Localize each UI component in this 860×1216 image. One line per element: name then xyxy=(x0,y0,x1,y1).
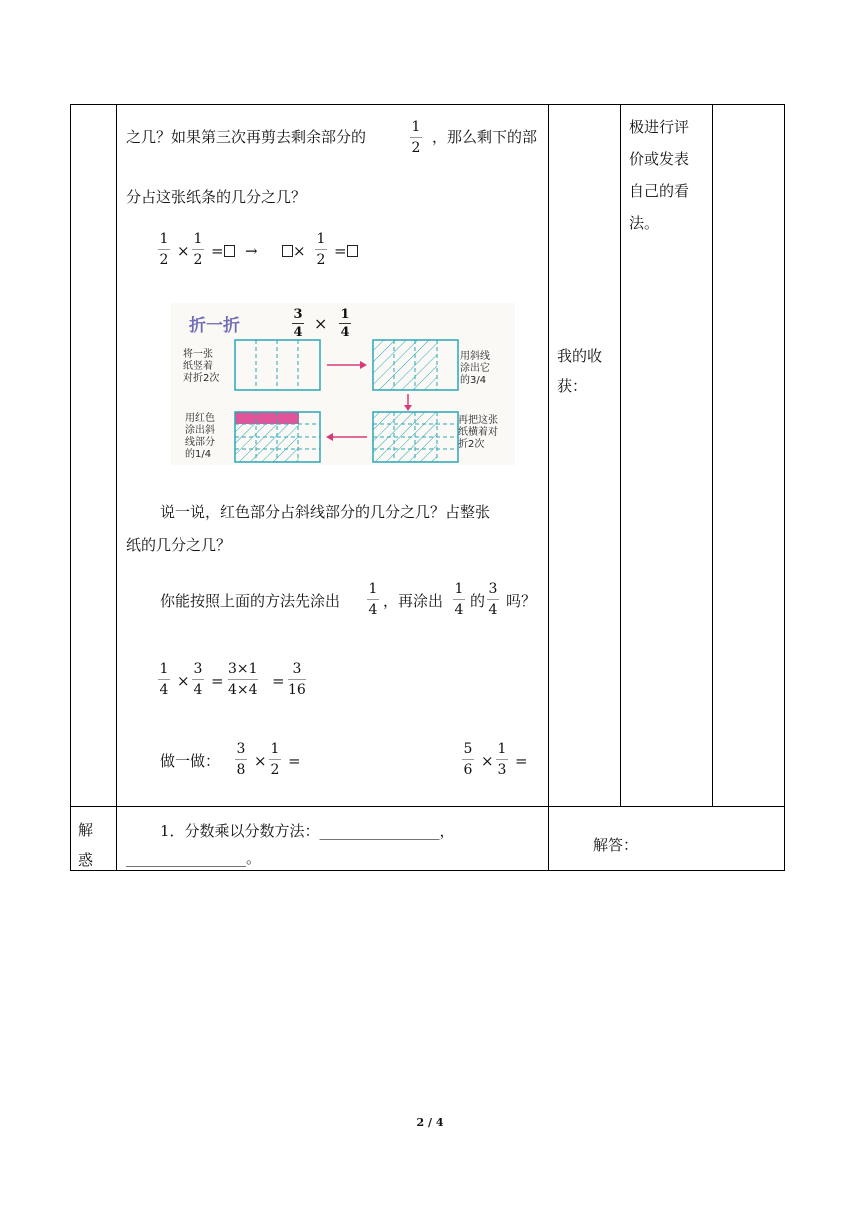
eval-line-1: 极进行评 xyxy=(629,118,690,136)
say-line-1: 说一说，红色部分占斜线部分的几分之几？占整张 xyxy=(160,503,491,521)
can-you-a: 你能按照上面的方法先涂出 xyxy=(160,592,341,610)
fraction xyxy=(192,230,204,269)
figure-times-sign: × xyxy=(314,314,328,333)
folding-diagram xyxy=(230,335,460,465)
arrow-down-icon xyxy=(404,394,412,411)
question-line-1a: 之几？如果第三次再剪去剩余部分的 xyxy=(126,128,367,146)
fraction xyxy=(315,230,327,269)
times-sign: × xyxy=(177,242,190,260)
fraction-numerator: 1 xyxy=(454,581,464,597)
fraction-bar xyxy=(410,137,422,138)
figure-label-top-left: 将一张 纸竖着 对折2次 xyxy=(183,349,220,384)
fraction xyxy=(288,660,306,699)
fraction-denominator: 3 xyxy=(497,762,507,778)
arrow-left-icon xyxy=(326,433,367,441)
fraction-numerator: 1 xyxy=(340,307,350,322)
fraction-numerator: 1 xyxy=(497,741,507,757)
table-bottom-border xyxy=(70,870,785,871)
paper-folded-vertically xyxy=(235,340,320,390)
table-col-divider-3 xyxy=(620,104,621,806)
fraction-bar xyxy=(292,323,304,324)
fraction-bar xyxy=(269,759,281,760)
equals-sign xyxy=(334,241,358,261)
table-col-divider-1 xyxy=(116,104,117,871)
fraction-numerator: 1 xyxy=(368,581,378,597)
times-sign: × xyxy=(481,752,494,770)
figure-title: 折一折 xyxy=(189,316,240,336)
paper-red-quarter xyxy=(235,412,320,462)
fraction-numerator: 3 xyxy=(236,741,246,757)
fraction-denominator: 8 xyxy=(236,762,246,778)
fraction xyxy=(496,740,508,779)
fraction-denominator: 4 xyxy=(293,325,303,340)
fraction-bar xyxy=(228,679,258,680)
question-1-line-2: ________________。 xyxy=(126,849,262,867)
box-times xyxy=(282,241,306,261)
answer-label: 解答： xyxy=(593,836,639,854)
fraction-denominator: 2 xyxy=(159,252,169,268)
can-you-c: 的 xyxy=(470,592,486,610)
eval-line-2: 价或发表 xyxy=(629,150,690,168)
arrow-icon: → xyxy=(245,242,258,260)
fraction-bar xyxy=(339,323,351,324)
fraction-denominator: 4 xyxy=(488,602,498,618)
fraction-denominator: 16 xyxy=(288,682,306,698)
answer-box xyxy=(347,245,358,257)
try-label: 做一做： xyxy=(160,752,221,770)
arrow-right-icon xyxy=(327,361,367,369)
fraction-numerator: 1 xyxy=(159,231,169,247)
fraction xyxy=(367,580,379,619)
fraction-numerator: 3 xyxy=(488,581,498,597)
fraction-denominator: 4 xyxy=(193,682,203,698)
harvest-label: 我的收获： xyxy=(557,347,603,395)
jiehuo-label-1: 解 xyxy=(78,821,94,839)
fraction xyxy=(462,740,474,779)
fraction-bar xyxy=(496,759,508,760)
page-number: 2 / 4 xyxy=(416,1116,444,1129)
equals-sign: = xyxy=(515,752,528,770)
fraction-numerator: 1 xyxy=(159,661,169,677)
paper-folded-horizontally xyxy=(373,412,458,462)
times-text: × xyxy=(293,242,306,260)
fraction-denominator: 4 xyxy=(159,682,169,698)
jiehuo-label-2: 惑 xyxy=(78,851,94,869)
fraction-denominator: 2 xyxy=(411,140,421,156)
fraction-one-half xyxy=(410,118,422,157)
fraction-bar xyxy=(288,679,306,680)
fraction-bar xyxy=(158,249,170,250)
equals-sign: = xyxy=(272,672,285,690)
fraction-numerator: 3 xyxy=(292,661,302,677)
can-you-d: 吗？ xyxy=(506,592,537,610)
fraction xyxy=(235,740,247,779)
fraction xyxy=(158,230,170,269)
fraction-numerator: 1 xyxy=(193,231,203,247)
fraction-denominator: 4 xyxy=(340,325,350,340)
fraction-bar xyxy=(487,599,499,600)
figure-label-bottom-right: 再把这张 纸横着对 折2次 xyxy=(458,415,498,450)
table-col-divider-2 xyxy=(548,104,549,871)
fraction-numerator: 1 xyxy=(270,741,280,757)
table-col-divider-4 xyxy=(712,104,713,806)
say-line-2: 纸的几分之几？ xyxy=(126,536,232,554)
equals-sign xyxy=(211,241,235,261)
fraction-bar xyxy=(192,679,204,680)
fraction-denominator: 2 xyxy=(316,252,326,268)
times-sign: × xyxy=(254,752,267,770)
fraction-bar xyxy=(158,679,170,680)
paper-hatched-three-quarters xyxy=(373,340,458,390)
figure-label-bottom-left: 用红色 涂出斜 线部分 的1/4 xyxy=(185,413,215,460)
table-top-border xyxy=(70,104,785,105)
table-row-divider xyxy=(70,806,785,807)
can-you-b: ，再涂出 xyxy=(383,592,444,610)
figure-label-top-right: 用斜线 涂出它 的3/4 xyxy=(460,351,490,386)
fraction-numerator: 3×1 xyxy=(228,661,258,677)
fraction-numerator: 1 xyxy=(411,119,421,135)
fraction-denominator: 4 xyxy=(368,602,378,618)
fraction xyxy=(269,740,281,779)
equals-sign: = xyxy=(288,752,301,770)
equals-sign: = xyxy=(211,672,224,690)
fraction xyxy=(228,660,258,699)
question-line-1b: ，那么剩下的部 xyxy=(432,128,538,146)
fraction-numerator: 3 xyxy=(293,307,303,322)
fraction-bar xyxy=(462,759,474,760)
table-left-border xyxy=(70,104,71,871)
answer-box xyxy=(282,245,293,257)
equals-text: = xyxy=(334,242,347,260)
fraction xyxy=(192,660,204,699)
fraction-numerator: 1 xyxy=(316,231,326,247)
table-right-border xyxy=(784,104,785,871)
question-line-2: 分占这张纸条的几分之几？ xyxy=(126,188,307,206)
fraction-denominator: 2 xyxy=(270,762,280,778)
fraction-numerator: 3 xyxy=(193,661,203,677)
question-1-line-1: 1．分数乘以分数方法：________________， xyxy=(160,822,455,840)
fraction-bar xyxy=(453,599,465,600)
fraction-denominator: 6 xyxy=(463,762,473,778)
times-sign: × xyxy=(177,672,190,690)
fraction-numerator: 5 xyxy=(463,741,473,757)
fraction-denominator: 4 xyxy=(454,602,464,618)
fraction-bar xyxy=(192,249,204,250)
equals-text: = xyxy=(211,242,224,260)
eval-line-3: 自己的看 xyxy=(629,182,690,200)
fraction-denominator: 2 xyxy=(193,252,203,268)
fraction xyxy=(487,580,499,619)
answer-box xyxy=(224,245,235,257)
fraction-denominator: 4×4 xyxy=(228,682,258,698)
fraction-bar xyxy=(367,599,379,600)
fraction-bar xyxy=(235,759,247,760)
fraction xyxy=(158,660,170,699)
eval-line-4: 法。 xyxy=(629,214,660,232)
fraction xyxy=(453,580,465,619)
fraction-bar xyxy=(315,249,327,250)
